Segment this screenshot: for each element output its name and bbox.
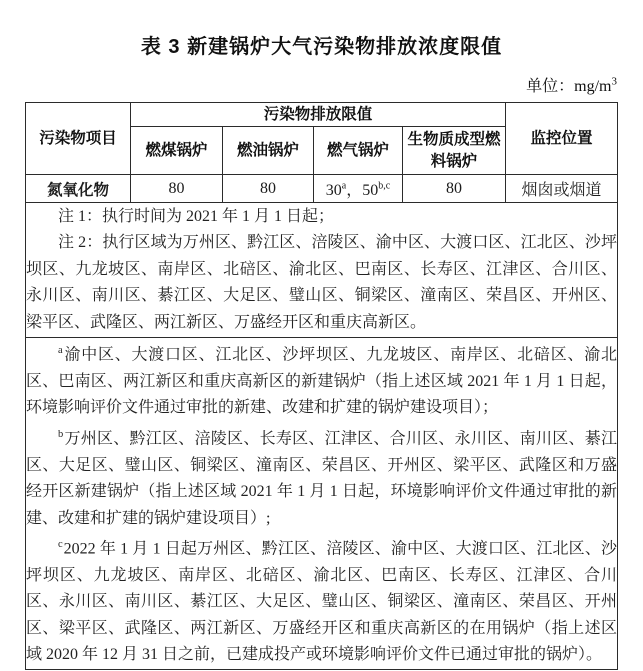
cell-monitoring-position: 烟囱或烟道 <box>506 175 618 203</box>
gas-limit-footnote-ref-2: b,c <box>378 180 391 192</box>
footnote-a-text: 渝中区、大渡口区、江北区、沙坪坝区、九龙坡区、南岸区、北碚区、渝北区、巴南区、两江新区和重庆高新区的新建锅炉（指上述区域 2021 年 1 月 1 日起，环境影响评价文件通过审批的新建、改建和扩建的锅炉建设项目）； <box>26 346 618 417</box>
table-row <box>26 175 618 203</box>
gas-limit-value-1: 30 <box>325 182 342 199</box>
header-coal-boiler: 燃煤锅炉 <box>131 127 223 175</box>
header-biomass-boiler: 生物质成型燃料锅炉 <box>403 127 506 175</box>
unit-superscript: 3 <box>611 75 617 88</box>
unit-line <box>25 73 617 96</box>
header-monitoring-position: 监控位置 <box>506 103 618 175</box>
notes-cell <box>26 203 618 338</box>
cell-pollutant-name: 氮氧化物 <box>26 175 131 203</box>
footnote-c-text: 2022 年 1 月 1 日起万州区、黔江区、涪陵区、渝中区、大渡口区、江北区、沙坪坝区、九龙坡区、南岸区、北碚区、渝北区、巴南区、长寿区、江津区、合川区、永川区、南川区、綦江区、大足区、璧山区、铜梁区、潼南区、荣昌区、开州区、梁平区、武隆区、两江新区、万盛经开区和重庆高新区的在用锅炉（指上述区域 2020 年 12 月 31 日之前，已建成投产或环境影响评价文件已通过审批的锅炉）。 <box>26 540 618 664</box>
notes-row <box>26 203 618 338</box>
note-1: 注 1：执行时间为 2021 年 1 月 1 日起； <box>58 207 335 225</box>
emission-limits-table <box>25 102 618 670</box>
footnote-c <box>26 532 617 669</box>
footnote-b <box>26 422 617 532</box>
gas-limit-value-2: ，50 <box>346 182 379 199</box>
header-emission-limit-group: 污染物排放限值 <box>131 103 506 127</box>
unit-value: mg/m <box>574 78 612 95</box>
cell-gas-limit <box>314 175 403 203</box>
footnote-a-marker: a <box>58 345 63 356</box>
cell-biomass-limit: 80 <box>403 175 506 203</box>
gas-limit-footnote-ref-1: a <box>341 180 347 192</box>
note-2: 注 2：执行区域为万州区、黔江区、涪陵区、渝中区、大渡口区、江北区、沙坪坝区、九龙坡区、南岸区、北碚区、渝北区、巴南区、长寿区、江津区、合川区、永川区、南川区、綦江区、大足区、璧山区、铜梁区、潼南区、荣昌区、开州区、梁平区、武隆区、两江新区、万盛经开区和重庆高新区。 <box>26 234 618 331</box>
footnotes-cell <box>26 338 618 670</box>
page-title: 表 3 新建锅炉大气污染物排放浓度限值 <box>140 36 503 58</box>
footnote-b-marker: b <box>58 428 64 440</box>
footnote-c-marker: c <box>58 539 63 551</box>
header-pollutant-item: 污染物项目 <box>26 103 131 175</box>
unit-label: 单位： <box>526 78 575 95</box>
header-row-1 <box>26 103 618 127</box>
cell-oil-limit: 80 <box>223 175 314 203</box>
footnote-a <box>26 338 617 422</box>
cell-coal-limit: 80 <box>131 175 223 203</box>
header-oil-boiler: 燃油锅炉 <box>223 127 314 175</box>
footnotes-row <box>26 338 618 670</box>
header-gas-boiler: 燃气锅炉 <box>314 127 403 175</box>
footnote-b-text: 万州区、黔江区、涪陵区、长寿区、江津区、合川区、永川区、南川区、綦江区、大足区、璧山区、铜梁区、潼南区、荣昌区、开州区、梁平区、武隆区和万盛经开区新建锅炉（指上述区域 2021 年 1 月 1 日起，环境影响评价文件通过审批的新建、改建和扩建的锅炉建设项目）; <box>26 430 618 527</box>
